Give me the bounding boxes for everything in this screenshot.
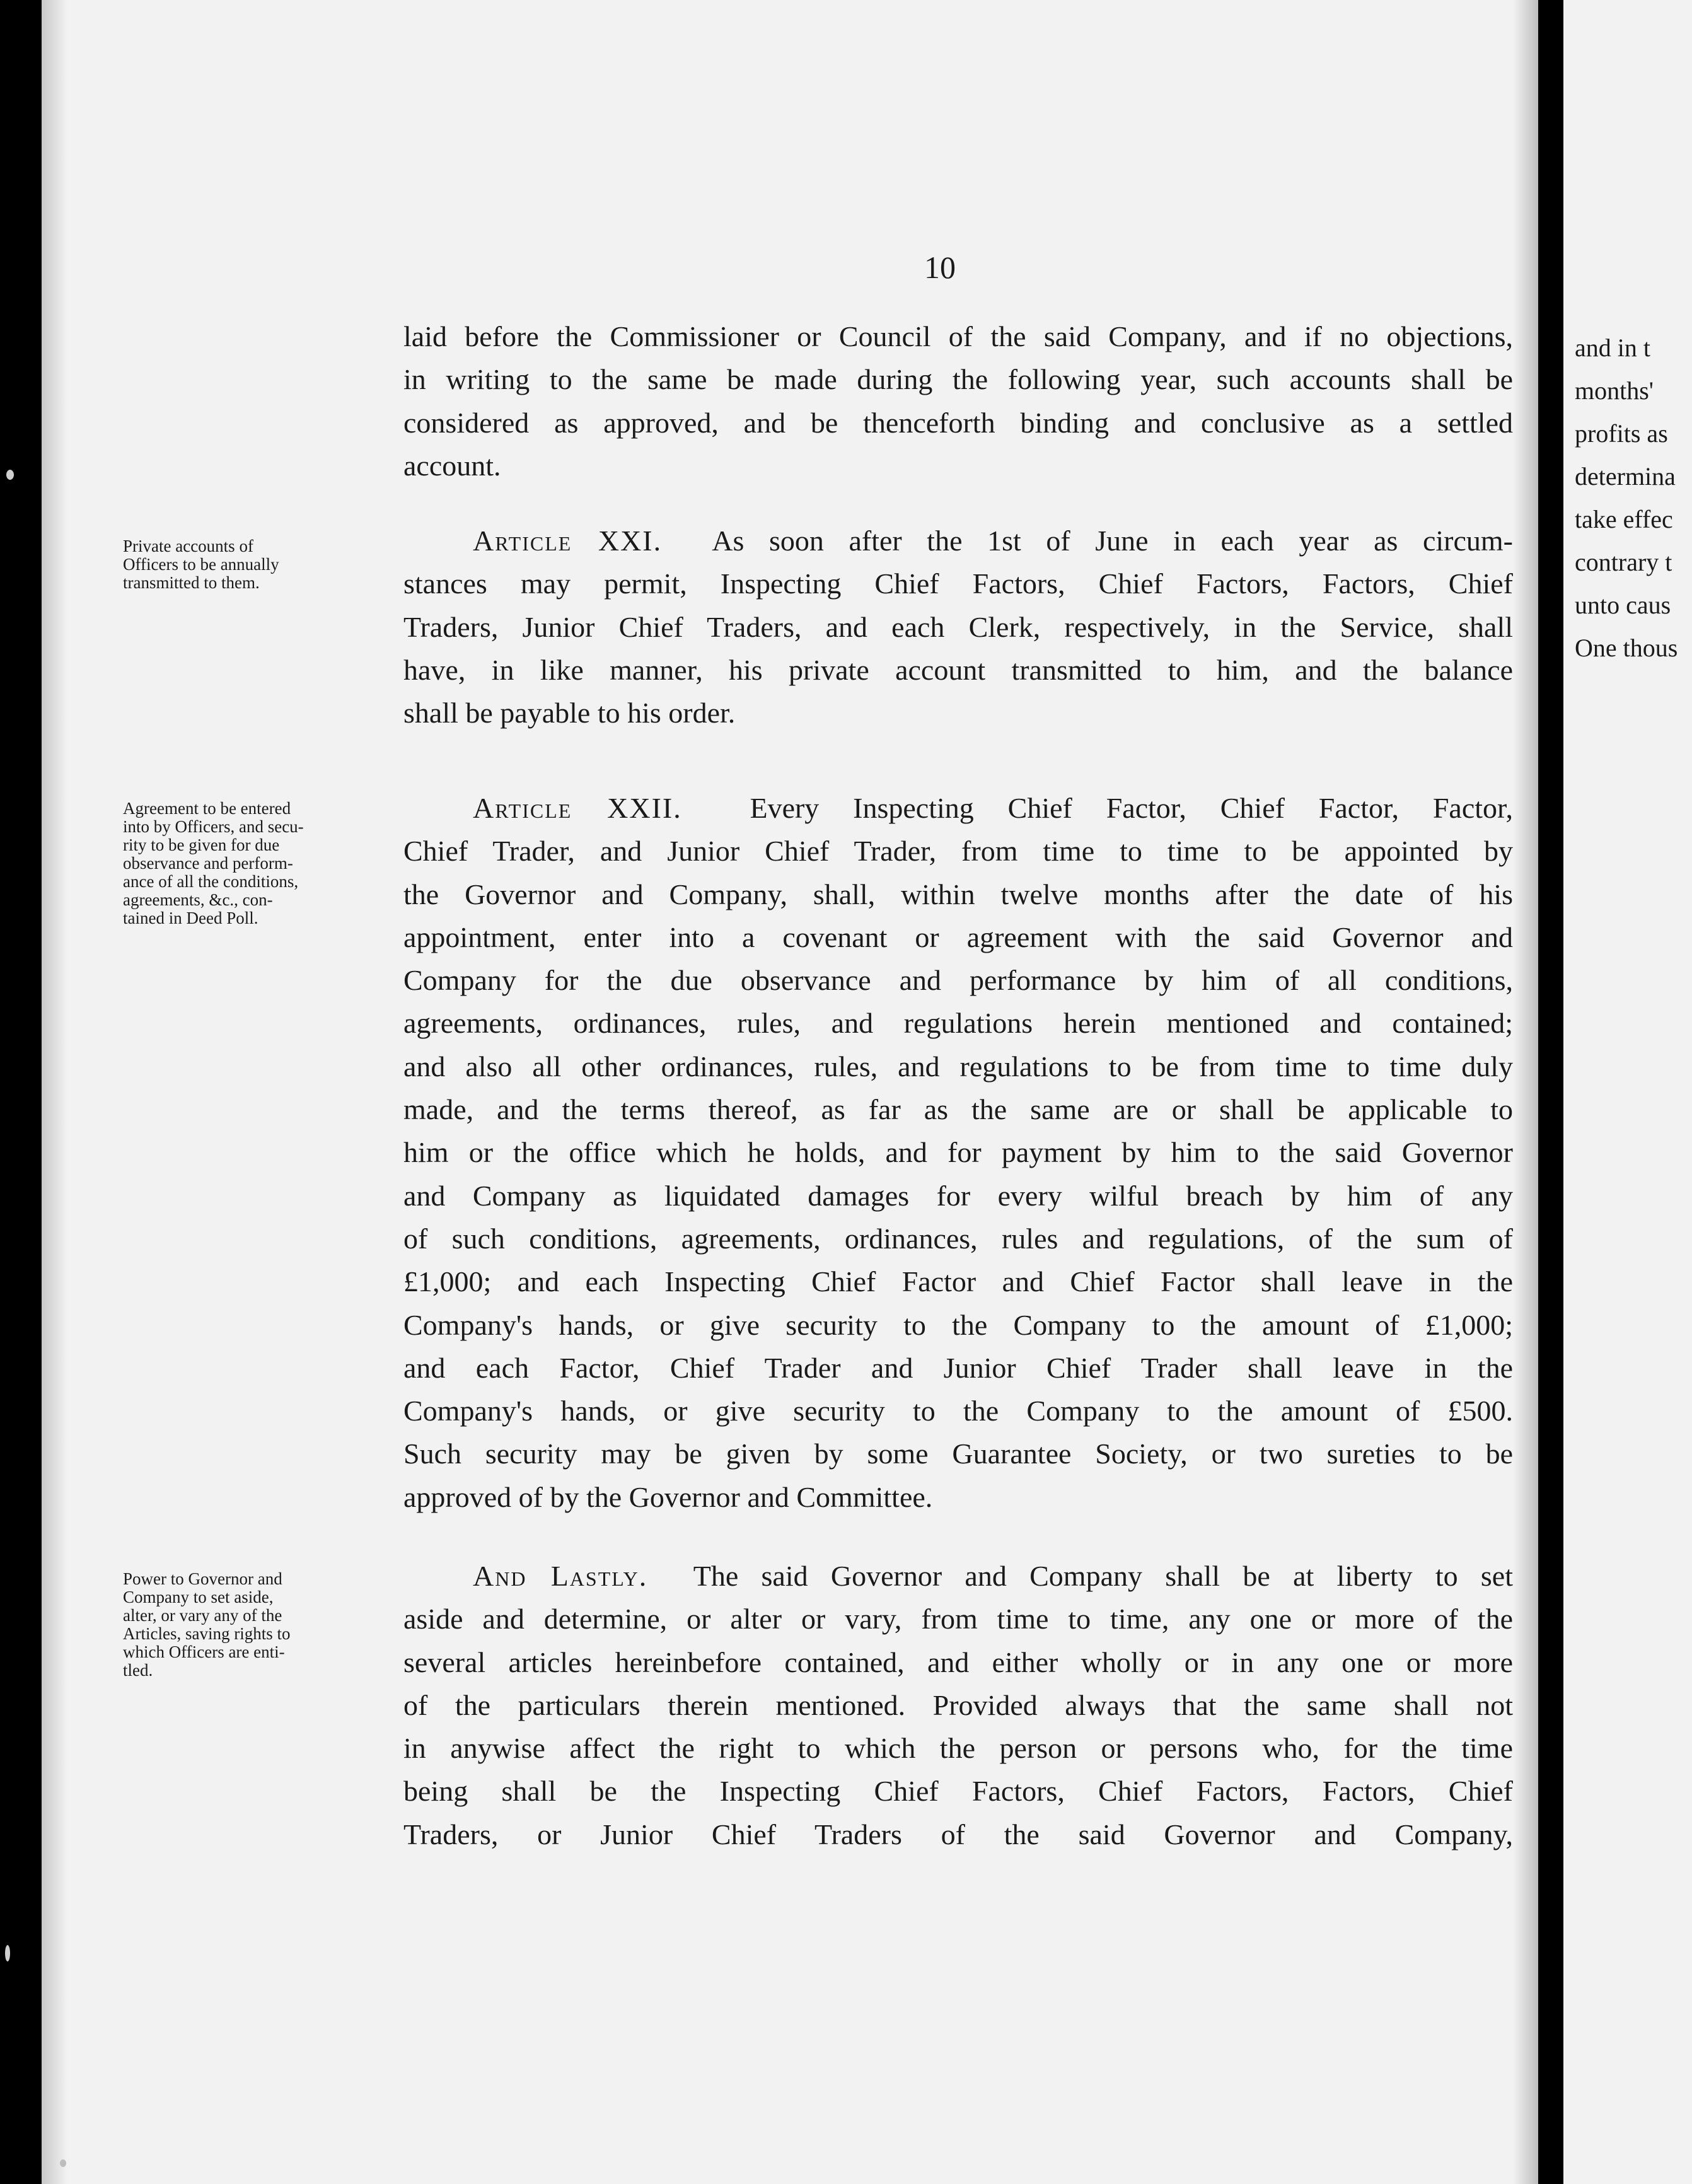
next-page-fragment: unto caus: [1575, 591, 1671, 619]
text-line: £1,000; and each Inspecting Chief Factor and Chief Factor shall leave in the: [403, 1265, 1513, 1298]
article-21-heading: Article XXI.: [473, 525, 663, 557]
text-line: being shall be the Inspecting Chief Factors, Chief Factors, Factors, Chief: [403, 1775, 1513, 1808]
text-line: in anywise affect the right to which the person or persons who, for the time: [403, 1732, 1513, 1765]
left-gutter-shadow: [42, 0, 67, 2184]
paragraph-continuation: [403, 315, 1513, 487]
page-number: 10: [924, 250, 956, 285]
margin-note-line: which Officers are enti-: [123, 1642, 285, 1661]
margin-note-line: Company to set aside,: [123, 1588, 274, 1606]
text-line: and each Factor, Chief Trader and Junior Chief Trader shall leave in the: [403, 1351, 1513, 1384]
text-line: have, in like manner, his private account transmitted to him, and the balance: [403, 653, 1513, 686]
text-line: shall be payable to his order.: [403, 697, 736, 729]
scan-speck: [60, 2159, 66, 2167]
margin-note-line: Articles, saving rights to: [123, 1624, 291, 1643]
scan-speck: [6, 470, 14, 480]
margin-note-line: into by Officers, and secu-: [123, 817, 304, 836]
next-page-fragment: contrary t: [1575, 548, 1672, 576]
text-line: of the particulars therein mentioned. Provided always that the same shall not: [403, 1688, 1513, 1721]
margin-note-line: Officers to be annually: [123, 555, 279, 574]
margin-note-article-21: [123, 537, 375, 592]
article-22-first-line: Every Inspecting Chief Factor, Chief Factor, Factor,: [750, 792, 1514, 824]
text-line: Such security may be given by some Guarantee Society, or two sureties to be: [403, 1438, 1513, 1470]
next-page-fragment: profits as: [1575, 419, 1668, 448]
text-line: him or the office which he holds, and for payment by him to the said Governor: [403, 1136, 1513, 1169]
text-line: and Company as liquidated damages for every wilful breach by him of any: [403, 1179, 1513, 1212]
right-gutter-shadow: [1513, 0, 1538, 2184]
text-line: [403, 520, 1513, 562]
text-line: agreements, ordinances, rules, and regulations herein mentioned and contained;: [403, 1007, 1513, 1040]
paragraph-article-22: [403, 787, 1513, 1519]
text-line: aside and determine, or alter or vary, from time to time, any one or more of the: [403, 1603, 1513, 1635]
next-page-fragment: One thous: [1575, 634, 1678, 662]
margin-note-line: Private accounts of: [123, 537, 253, 555]
text-line: approved of by the Governor and Committee.: [403, 1480, 933, 1513]
scan-speck: [5, 1945, 10, 1961]
text-line: appointment, enter into a covenant or agreement with the said Governor and: [403, 921, 1513, 953]
margin-note-and-lastly: [123, 1570, 375, 1680]
margin-note-line: alter, or vary any of the: [123, 1606, 282, 1625]
next-page-fragment: take effec: [1575, 505, 1673, 533]
text-line: Company's hands, or give security to the Company to the amount of £500.: [403, 1395, 1513, 1427]
paragraph-article-21: [403, 520, 1513, 735]
article-21-first-line: As soon after the 1st of June in each year as circum-: [712, 525, 1514, 557]
next-page-edge: [1563, 0, 1692, 2184]
text-line: Traders, Junior Chief Traders, and each Clerk, respectively, in the Service, shall: [403, 610, 1513, 643]
text-line: the Governor and Company, shall, within twelve months after the date of his: [403, 878, 1513, 910]
and-lastly-heading: And Lastly.: [473, 1560, 648, 1592]
text-line: stances may permit, Inspecting Chief Factors, Chief Factors, Factors, Chief: [403, 567, 1513, 600]
paragraph-and-lastly: [403, 1555, 1513, 1856]
margin-note-line: tained in Deed Poll.: [123, 909, 258, 927]
text-line: in writing to the same be made during the following year, such accounts shall be: [403, 363, 1513, 396]
text-line: considered as approved, and be thenceforth binding and conclusive as a settled: [403, 406, 1513, 439]
text-line: Company for the due observance and performance by him of all conditions,: [403, 964, 1513, 997]
margin-note-line: observance and perform-: [123, 854, 293, 873]
text-line: [403, 787, 1513, 830]
next-page-fragment: and in t: [1575, 334, 1650, 362]
margin-note-article-22: [123, 799, 375, 927]
and-lastly-first-line: The said Governor and Company shall be at liberty to set: [693, 1560, 1514, 1592]
text-line: laid before the Commissioner or Council of the said Company, and if no objections,: [403, 320, 1513, 352]
margin-note-line: agreements, &c., con-: [123, 890, 273, 909]
text-line: and also all other ordinances, rules, and regulations to be from time to time duly: [403, 1050, 1513, 1083]
margin-note-line: Power to Governor and: [123, 1569, 282, 1588]
next-page-fragment: months': [1575, 376, 1654, 405]
margin-note-line: ance of all the conditions,: [123, 872, 299, 891]
margin-note-line: Agreement to be entered: [123, 799, 291, 818]
text-line: Traders, or Junior Chief Traders of the said Governor and Company,: [403, 1818, 1513, 1850]
margin-note-line: rity to be given for due: [123, 835, 280, 854]
text-line: several articles hereinbefore contained, and either wholly or in any one or more: [403, 1646, 1513, 1678]
text-line: made, and the terms thereof, as far as the same are or shall be applicable to: [403, 1093, 1513, 1126]
text-line: Company's hands, or give security to the Company to the amount of £1,000;: [403, 1308, 1513, 1341]
text-line: of such conditions, agreements, ordinances, rules and regulations, of the sum of: [403, 1222, 1513, 1255]
text-line: Chief Trader, and Junior Chief Trader, from time to time to be appointed by: [403, 835, 1513, 868]
text-line: [403, 1555, 1513, 1598]
next-page-fragment: determina: [1575, 462, 1676, 491]
text-line: account.: [403, 449, 501, 482]
margin-note-line: transmitted to them.: [123, 573, 260, 592]
margin-note-line: tled.: [123, 1661, 153, 1680]
article-22-heading: Article XXII.: [473, 792, 682, 824]
